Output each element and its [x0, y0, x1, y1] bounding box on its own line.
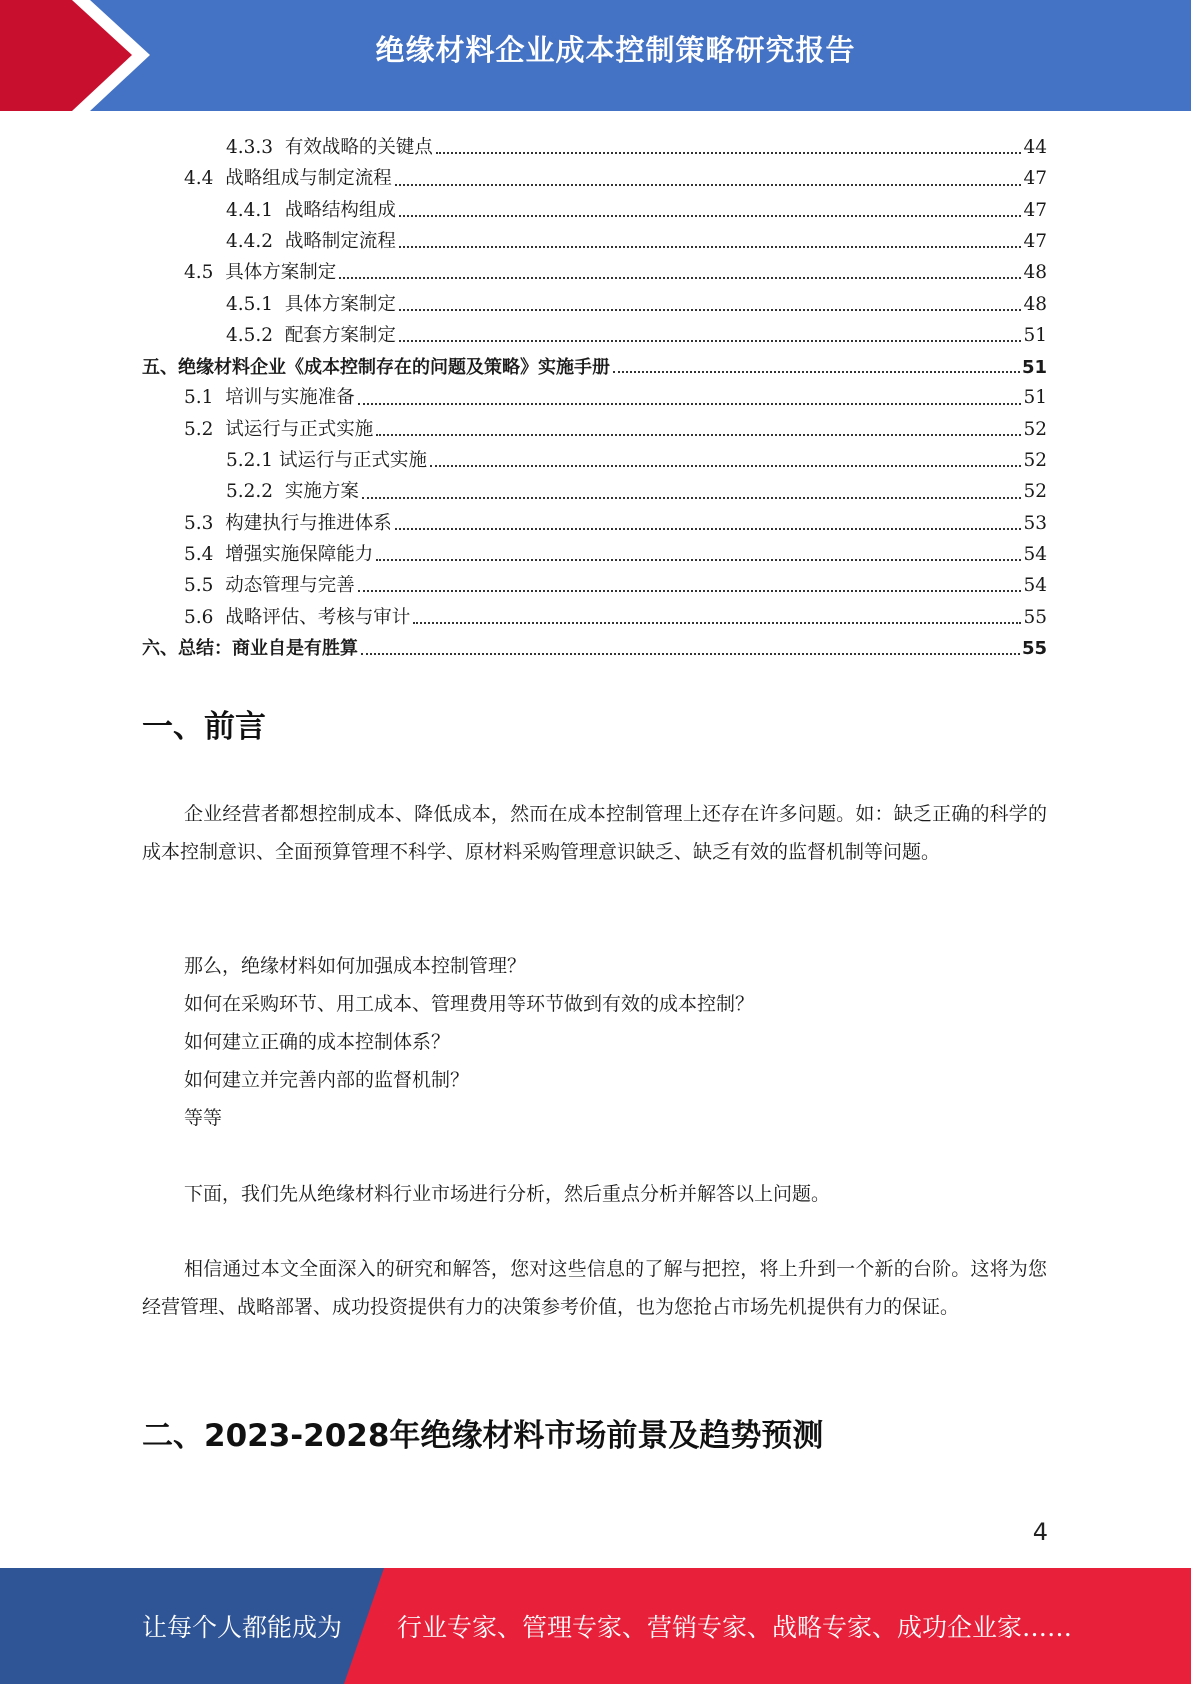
toc-title: 构建执行与推进体系 — [225, 512, 392, 534]
toc-leader — [358, 590, 1022, 592]
toc-page: 48 — [1023, 262, 1047, 284]
toc-leader — [436, 152, 1022, 154]
toc-leader — [430, 465, 1021, 467]
toc-number: 4.5.2 — [226, 324, 285, 346]
toc-entry[interactable] — [142, 316, 1047, 347]
toc-leader — [399, 309, 1022, 311]
toc-entry[interactable] — [142, 535, 1047, 566]
question-line: 如何建立正确的成本控制体系？ — [184, 1031, 451, 1053]
question-line: 如何在采购环节、用工成本、管理费用等环节做到有效的成本控制？ — [184, 993, 755, 1015]
toc-page: 44 — [1023, 137, 1047, 159]
toc-page: 55 — [1021, 638, 1047, 660]
toc-title: 有效战略的关键点 — [284, 137, 433, 159]
transition-paragraph: 下面，我们先从绝缘材料行业市场进行分析，然后重点分析并解答以上问题。 — [184, 1183, 831, 1205]
toc-page: 54 — [1023, 575, 1047, 597]
section-heading-preface: 一、前言 — [142, 709, 266, 745]
toc-page: 48 — [1023, 293, 1047, 315]
toc-leader — [395, 528, 1022, 530]
toc-number: 4.5.1 — [226, 293, 285, 315]
toc-entry[interactable] — [142, 566, 1047, 597]
footer-slogan-left: 让每个人都能成为 — [142, 1613, 343, 1642]
toc-entry[interactable] — [142, 378, 1047, 409]
toc-number: 5.2.1 — [226, 450, 279, 472]
toc-page: 47 — [1023, 199, 1047, 221]
toc-title: 六、总结：商业自是有胜算 — [142, 638, 358, 660]
intro-paragraph: 企业经营者都想控制成本、降低成本，然而在成本控制管理上还存在许多问题。如：缺乏正确的科学的成本控制意识、全面预算管理不科学、原材料采购管理意识缺乏、缺乏有效的监督机制等问题。 — [142, 803, 1047, 863]
toc-entry[interactable] — [142, 284, 1047, 315]
question-line: 那么，绝缘材料如何加强成本控制管理？ — [184, 955, 527, 977]
report-title: 绝缘材料企业成本控制策略研究报告 — [375, 33, 856, 67]
toc-entry[interactable] — [142, 253, 1047, 284]
page-number: 4 — [1032, 1518, 1048, 1546]
toc-number: 5.2.2 — [226, 481, 285, 503]
toc-title: 五、绝缘材料企业《成本控制存在的问题及策略》实施手册 — [142, 356, 610, 378]
toc-number: 4.4.2 — [226, 231, 285, 252]
toc-title: 战略组成与制定流程 — [225, 168, 392, 190]
toc-leader — [362, 497, 1022, 499]
toc-leader — [613, 371, 1020, 373]
toc-leader — [399, 340, 1022, 342]
toc-entry[interactable] — [142, 597, 1047, 628]
toc-title: 战略结构组成 — [284, 199, 396, 221]
toc-title: 试运行与正式实施 — [225, 418, 374, 440]
toc-leader — [339, 277, 1021, 279]
toc-title: 配套方案制定 — [284, 324, 396, 346]
toc-title: 动态管理与完善 — [225, 575, 355, 597]
toc-chapter-entry[interactable] — [142, 629, 1047, 660]
toc-leader — [376, 559, 1021, 561]
toc-number: 5.5 — [184, 575, 226, 597]
toc-number: 4.4 — [184, 168, 226, 190]
toc-page: 51 — [1023, 324, 1047, 346]
toc-title: 增强实施保障能力 — [225, 543, 374, 565]
question-line: 等等 — [184, 1107, 223, 1129]
toc-leader — [376, 434, 1021, 436]
toc-number: 5.3 — [184, 512, 226, 534]
table-of-contents — [142, 128, 1047, 660]
toc-page: 51 — [1021, 356, 1047, 378]
toc-entry[interactable] — [142, 159, 1047, 190]
page-footer — [0, 1568, 1191, 1684]
toc-title: 具体方案制定 — [225, 262, 337, 284]
toc-leader — [361, 653, 1020, 655]
toc-chapter-entry[interactable] — [142, 347, 1047, 378]
toc-entry[interactable] — [142, 128, 1047, 159]
toc-leader — [395, 184, 1022, 186]
toc-page: 53 — [1023, 512, 1047, 534]
toc-leader — [399, 215, 1022, 217]
toc-number: 4.3.3 — [226, 137, 285, 159]
toc-title: 具体方案制定 — [284, 293, 396, 315]
toc-number: 4.4.1 — [226, 199, 285, 221]
page-header — [0, 0, 1191, 111]
toc-page: 55 — [1023, 606, 1047, 628]
toc-entry[interactable] — [142, 504, 1047, 535]
toc-entry[interactable] — [142, 441, 1047, 472]
toc-title: 培训与实施准备 — [225, 387, 355, 409]
toc-number: 4.5 — [184, 262, 226, 284]
toc-page: 52 — [1023, 418, 1047, 440]
toc-entry[interactable] — [142, 472, 1047, 503]
toc-page: 51 — [1023, 387, 1047, 409]
section-heading-forecast: 二、2023-2028年绝缘材料市场前景及趋势预测 — [142, 1418, 824, 1454]
toc-entry[interactable] — [142, 410, 1047, 441]
toc-page: 52 — [1023, 450, 1047, 472]
toc-title: 试运行与正式实施 — [278, 450, 427, 472]
toc-page: 47 — [1023, 168, 1047, 190]
toc-number: 5.6 — [184, 606, 226, 628]
toc-title: 战略制定流程 — [284, 231, 396, 252]
toc-leader — [413, 622, 1021, 624]
toc-entry[interactable] — [142, 222, 1047, 253]
toc-entry[interactable] — [142, 191, 1047, 222]
toc-leader — [358, 403, 1022, 405]
toc-number: 5.4 — [184, 543, 226, 565]
closing-paragraph: 相信通过本文全面深入的研究和解答，您对这些信息的了解与把控，将上升到一个新的台阶。这将为您经营管理、战略部署、成功投资提供有力的决策参考价值，也为您抢占市场先机提供有力的保证。 — [142, 1258, 1047, 1318]
footer-slogan-right: 行业专家、管理专家、营销专家、战略专家、成功企业家…… — [397, 1613, 1073, 1642]
toc-page: 47 — [1023, 231, 1047, 252]
toc-title: 战略评估、考核与审计 — [225, 606, 411, 628]
toc-leader — [399, 246, 1022, 248]
toc-number: 5.1 — [184, 387, 226, 409]
question-line: 如何建立并完善内部的监督机制？ — [184, 1069, 470, 1091]
toc-page: 54 — [1023, 543, 1047, 565]
toc-number: 5.2 — [184, 418, 226, 440]
toc-page: 52 — [1023, 481, 1047, 503]
toc-title: 实施方案 — [284, 481, 359, 503]
